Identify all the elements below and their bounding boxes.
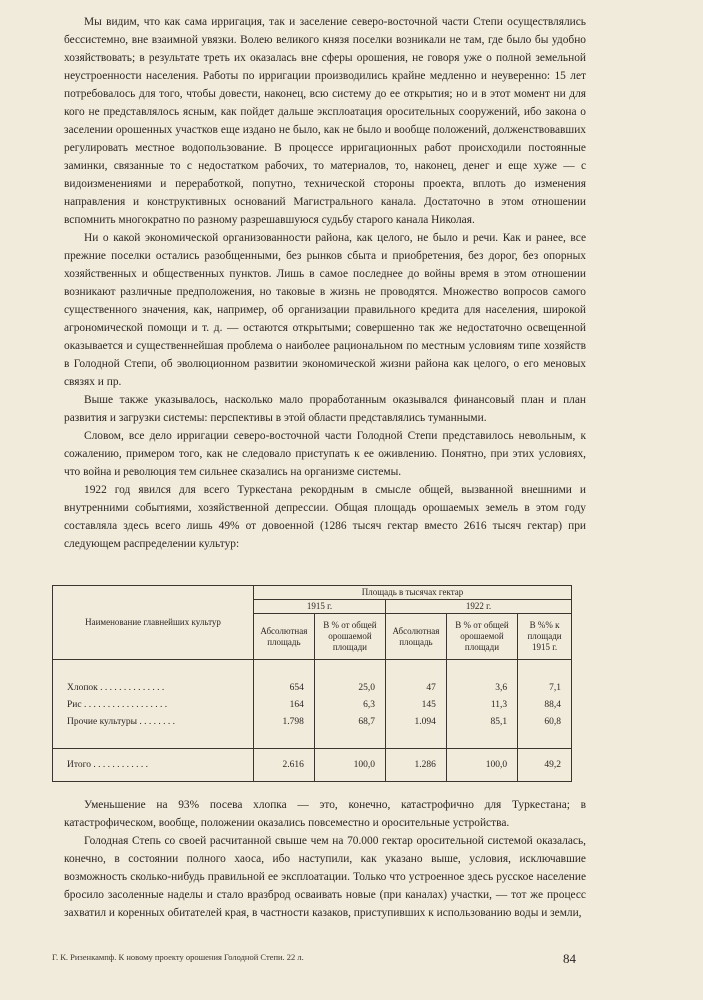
paragraph: Выше также указывалось, насколько мало проработанным оказывался финансовый план и план развития и загрузки системы: перспективы в этой области представлялись туманными. <box>64 394 586 424</box>
paragraph: Уменьшение на 93% посева хлопка — это, конечно, катастрофично для Туркестана; в катастрофическом, вообще, положении оказались повсеместно и оросительные устройства. <box>64 799 586 829</box>
table-header-1915: 1915 г. <box>254 600 386 614</box>
col-pct-1922: В % от общей орошаемой площади <box>446 614 517 660</box>
col-abs-1915: Абсолютная площадь <box>254 614 315 660</box>
page-number: 84 <box>563 951 576 966</box>
paragraph: Словом, все дело ирригации северо-восточной части Голодной Степи представилось невольным, к сожалению, примером того, как не следовало приступать к ее оживлению. Понятно, при этих условиях, что война и революция тем сильнее сказались на организме системы. <box>64 430 586 478</box>
paragraph: 1922 год явился для всего Туркестана рекордным в смысле общей, вызванной внешними и внутренними событиями, хозяйственной депрессии. Общая площадь орошаемых земель в этом году составляла здесь всего лишь 49% от довоенной (1286 тысяч гектар вместо 2616 тысяч гектар) при следующем распределении культур: <box>64 484 586 550</box>
body-text-top <box>64 13 586 553</box>
table-header-1922: 1922 г. <box>386 600 572 614</box>
col-abs-1922: Абсолютная площадь <box>386 614 447 660</box>
paragraph: Ни о какой экономической организованности района, как целого, не было и речи. Как и ранее, все прежние поселки остались разобщенными, без рынков сбыта и приобретения, без дорог, без опорных хозяйственных и общественных пунктов. Лишь в самое последнее до войны время в этом отношении возникают различные предположения, но таковые в жизнь не проводятся. Множество вопросов самого существенного значения, как, например, об организации правильного кредита для населения, широкой агрономической помощи и т. д. — остаются открытыми; совершенно так же недостаточно освещенной оказывается и существеннейшая проблема о наиболее рациональном по местным условиям типе хозяйств в Голодной Степи, об эволюционном развитии экономической жизни района как целого, о его меновых связях и пр. <box>64 232 586 388</box>
col-vs-1915: В %% к площади 1915 г. <box>518 614 572 660</box>
col-pct-1915: В % от общей орошаемой площади <box>314 614 385 660</box>
crop-area-table <box>52 585 572 775</box>
paragraph: Голодная Степь со своей расчитанной свыше чем на 70.000 гектар оросительной системой оказалась, конечно, в состоянии полного хаоса, ибо наступили, как указано выше, условия, исключавшие возможность сколько-нибудь правильной ее эксплоатации. Только что устроенное здесь русское население бросило засоленные наделы и стало вразброд осваивать новые (при каналах) участки, — тот же процесс захватил и коренных обитателей края, в частности казаков, приступивших к использованию воды и земли, <box>64 835 586 919</box>
table-row: Прочие культуры . . . . . . . . 1.798 68,7 1.094 85,1 60,8 <box>53 714 572 731</box>
table-header-area: Площадь в тысячах гектар <box>254 586 572 600</box>
table-total-row: Итого . . . . . . . . . . . . 2.616 100,0 1.286 100,0 49,2 <box>53 749 572 782</box>
page-footer: Г. К. Ризенкампф. К новому проекту орошения Голодной Степи. 22 л. <box>52 952 304 962</box>
body-text-bottom <box>64 796 586 922</box>
paragraph: Мы видим, что как сама ирригация, так и заселение северо-восточной части Степи осуществлялись бессистемно, вне взаимной увязки. Волею великого князя поселки возникали не там, где было бы удобно хозяйствовать; в результате треть их оказалась вне сферы орошения, не говоря уже о полной земельной неустроенности населения. Работы по ирригации производились крайне медленно и неуверенно: 15 лет потребовалось для того, чтобы довести, наконец, всю систему до ее открытия; но и в этот момент ни для кого не представлялось ясным, как пойдет дальше эксплоатация оросительных сооружений, ибо закона о заселении орошенных участков еще издано не было, как не было и вообще положений, долженствовавших регулировать местное водопользование. В процессе ирригационных работ происходили постоянные заминки, связанные то с недостатком рабочих, то материалов, то, наконец, денег и еще хуже — с видоизменениями и переработкой, попутно, технической стороны проекта, вплоть до изменения направления и конструктивных оснований Магистрального канала. Достаточно в этом отношении вспомнить многократно по разному разрешавшуюся судьбу старого канала Николая. <box>64 16 586 226</box>
table-row: Рис . . . . . . . . . . . . . . . . . . 164 6,3 145 11,3 88,4 <box>53 697 572 714</box>
table-header-name: Наименование главнейших культур <box>53 586 254 660</box>
table-row: Хлопок . . . . . . . . . . . . . . 654 25,0 47 3,6 7,1 <box>53 680 572 697</box>
